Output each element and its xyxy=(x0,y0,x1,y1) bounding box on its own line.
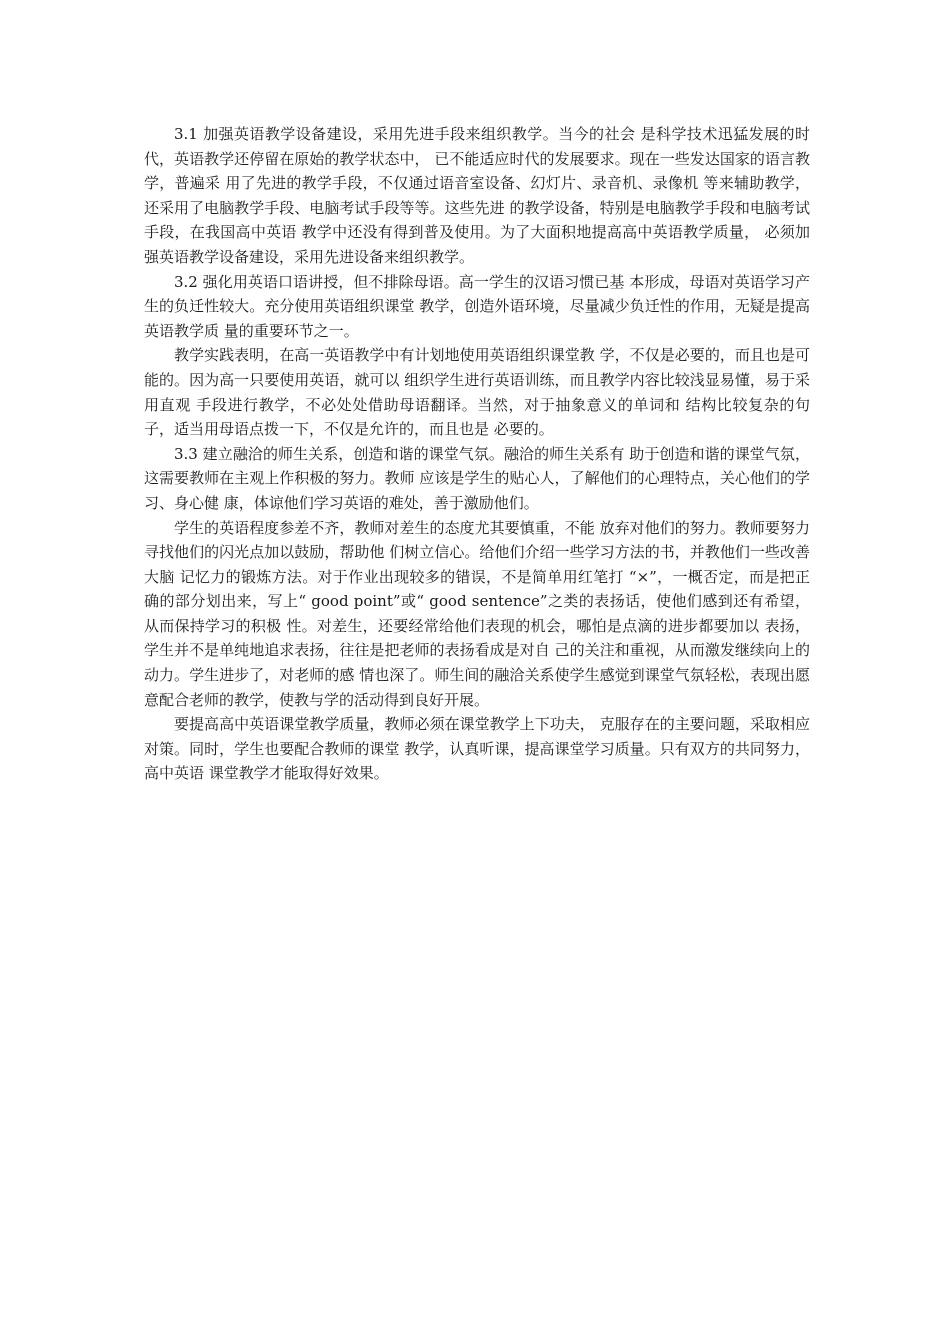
paragraph-3-2: 3.2 强化用英语口语讲授，但不排除母语。高一学生的汉语习惯已基 本形成，母语对英语学习产生的负迁性较大。充分使用英语组织课堂 教学，创造外语环境，尽量减少负迁性的作用，无疑是提高英语教学质 量的重要环节之一。 xyxy=(144,272,810,340)
document-body xyxy=(144,122,810,786)
paragraph-students-levels: 学生的英语程度参差不齐，教师对差生的态度尤其要慎重，不能 放弃对他们的努力。教师要努力寻找他们的闪光点加以鼓励，帮助他 们树立信心。给他们介绍一些学习方法的书，并教他们一些改善大脑 记忆力的锻炼方法。对于作业出现较多的错误，不是简单用红笔打 “×”，一概否定，而是把正确的部分划出来，写上“ good point”或“ good sentence”之类的表扬话，使他们感到还有希望，从而保持学习的积极 性。对差生，还要经常给他们表现的机会，哪怕是点滴的进步都要加以 表扬，学生并不是单纯地追求表扬，往往是把老师的表扬看成是对自 己的关注和重视，从而激发继续向上的动力。学生进步了，对老师的感 情也深了。师生间的融洽关系使学生感觉到课堂气氛轻松，表现出愿 意配合老师的教学，使教与学的活动得到良好开展。 xyxy=(144,518,810,709)
paragraph-3-1: 3.1 加强英语教学设备建设，采用先进手段来组织教学。当今的社会 是科学技术迅猛发展的时代，英语教学还停留在原始的教学状态中， 已不能适应时代的发展要求。现在一些发达国家的语言教学，普遍采 用了先进的教学手段，不仅通过语音室设备、幻灯片、录音机、录像机 等来辅助教学，还采用了电脑教学手段、电脑考试手段等等。这些先进 的教学设备，特别是电脑教学手段和电脑考试手段，在我国高中英语 教学中还没有得到普及使用。为了大面积地提高高中英语教学质量， 必须加强英语教学设备建设，采用先进设备来组织教学。 xyxy=(144,125,810,266)
paragraph-conclusion: 要提高高中英语课堂教学质量，教师必须在课堂教学上下功夫， 克服存在的主要问题，采取相应对策。同时，学生也要配合教师的课堂 教学，认真听课，提高课堂学习质量。只有双方的共同努力，高中英语 课堂教学才能取得好效果。 xyxy=(144,715,810,783)
paragraph-teaching-practice: 教学实践表明，在高一英语教学中有计划地使用英语组织课堂教 学，不仅是必要的，而且也是可能的。因为高一只要使用英语，就可以 组织学生进行英语训练，而且教学内容比较浅显易懂，易于采用直观 手段进行教学，不必处处借助母语翻译。当然，对于抽象意义的单词和 结构比较复杂的句子，适当用母语点拨一下，不仅是允许的，而且也是 必要的。 xyxy=(144,346,810,439)
paragraph-3-3: 3.3 建立融洽的师生关系，创造和谐的课堂气氛。融洽的师生关系有 助于创造和谐的课堂气氛，这需要教师在主观上作积极的努力。教师 应该是学生的贴心人，了解他们的心理特点，关心他们的学习、身心健 康，体谅他们学习英语的难处，善于激励他们。 xyxy=(144,444,810,512)
